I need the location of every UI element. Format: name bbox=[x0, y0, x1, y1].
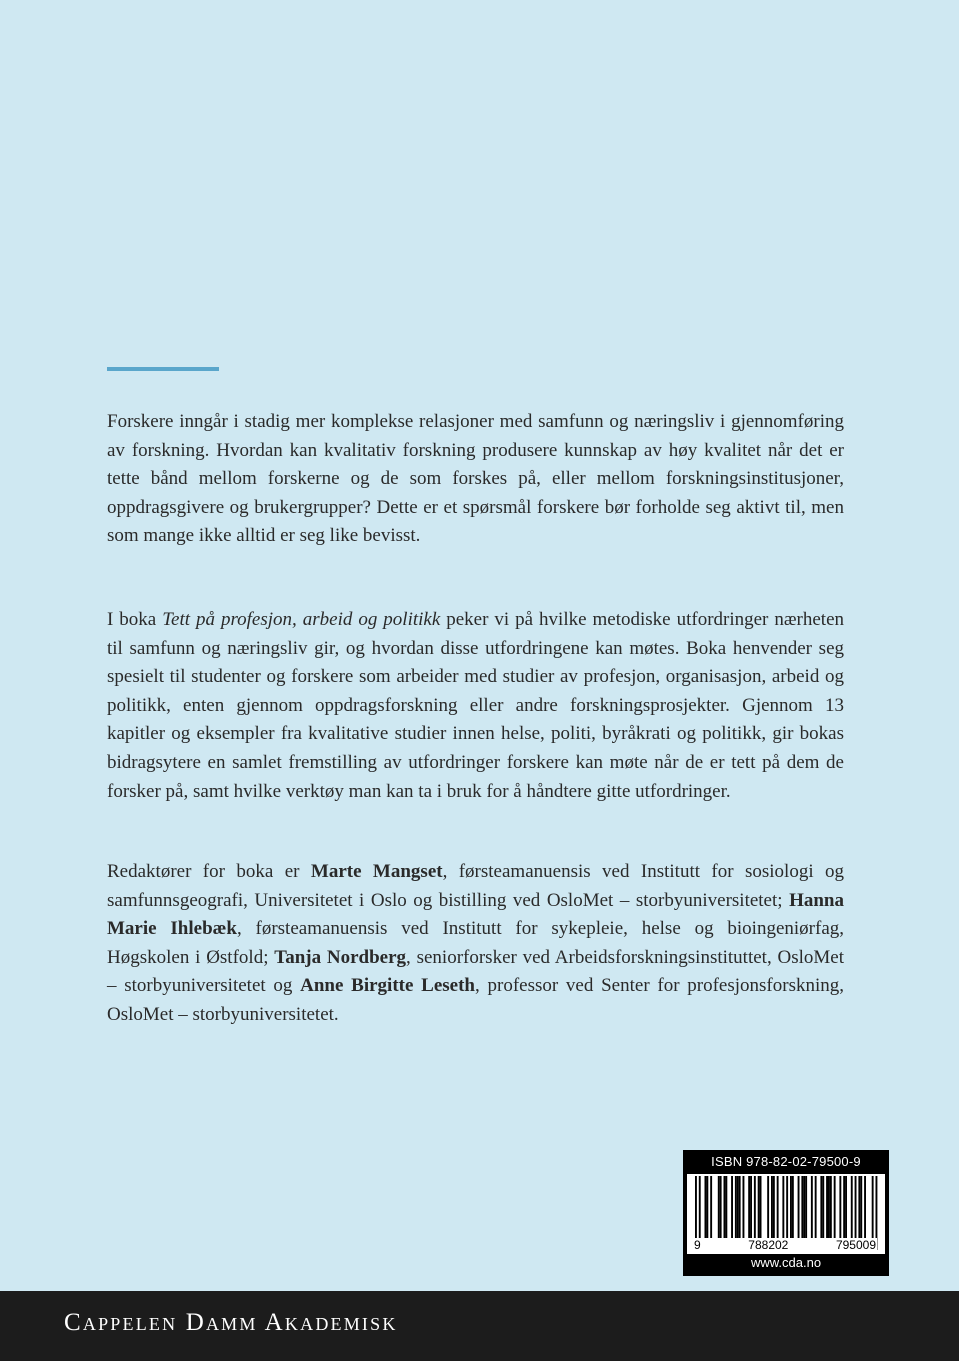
barcode-bar bbox=[828, 1176, 830, 1238]
barcode-digit-group: 795009 bbox=[835, 1238, 876, 1252]
barcode-bar bbox=[760, 1176, 762, 1238]
blurb-paragraph-2 bbox=[107, 606, 844, 806]
editors-text: , førsteamanuensis ved Institutt for sykepleie, helse og bioingeniørfag, Høgskolen i Østfold; bbox=[107, 918, 844, 968]
book-title: Tett på profesjon, arbeid og politikk bbox=[162, 609, 441, 630]
blurb-text: Forskere inngår i stadig mer komplekse relasjoner med samfunn og næringsliv i gjennomføring av forskning. Hvordan kan kvalitativ forskning produsere kunnskap av høy kvalitet når det er tette bånd mellom forskerne og de som forskes på, eller mellom forskningsinstitusjoner, oppdragsgivere og brukergrupper? Dette er et spørsmål forskere bør forholde seg aktivt til, men som mange ikke alltid er seg like bevisst. bbox=[107, 411, 844, 547]
barcode-bar bbox=[839, 1176, 841, 1238]
barcode-bar bbox=[858, 1176, 860, 1238]
barcode-bar bbox=[750, 1176, 752, 1238]
editors-text: , seniorforsker ved Arbeidsforskningsinstituttet, OsloMet – storbyuniversitetet og bbox=[107, 946, 844, 997]
barcode-bar bbox=[830, 1176, 832, 1238]
barcode-bar bbox=[834, 1176, 836, 1238]
editors-paragraph bbox=[107, 858, 844, 1030]
barcode-bar bbox=[777, 1176, 779, 1238]
barcode-bar bbox=[845, 1176, 847, 1238]
barcode-bar bbox=[815, 1176, 817, 1238]
editor-name: Marte Mangset bbox=[310, 861, 443, 882]
barcode-bar bbox=[748, 1176, 750, 1238]
barcode-bar bbox=[710, 1176, 712, 1238]
barcode-bar bbox=[826, 1176, 828, 1238]
isbn-box bbox=[683, 1150, 889, 1276]
barcode-digit-group: 788202 bbox=[748, 1238, 789, 1252]
publisher-bar bbox=[0, 1291, 959, 1361]
barcode-bar bbox=[782, 1176, 784, 1238]
accent-line bbox=[107, 367, 219, 371]
barcode-bar bbox=[803, 1176, 805, 1238]
editor-name: Anne Birgitte Leseth bbox=[300, 975, 475, 997]
barcode-bar bbox=[822, 1176, 824, 1238]
barcode-bar bbox=[792, 1176, 794, 1238]
barcode-bar bbox=[860, 1176, 862, 1238]
barcode-digit-group: 9 bbox=[694, 1238, 701, 1252]
barcode-bar bbox=[731, 1176, 733, 1238]
barcode-bar bbox=[773, 1176, 775, 1238]
blurb-paragraph-1 bbox=[107, 408, 844, 551]
barcode-bar bbox=[705, 1176, 707, 1238]
barcode-bar bbox=[706, 1176, 708, 1238]
barcode-bar bbox=[798, 1176, 800, 1238]
barcode-digits bbox=[693, 1238, 877, 1252]
barcode-bar bbox=[801, 1176, 803, 1238]
editors-text: , professor ved Senter for profesjonsforskning, OsloMet – storbyuniversitetet. bbox=[107, 975, 845, 1025]
editor-name: Tanja Nordberg bbox=[274, 946, 407, 968]
barcode-bar bbox=[864, 1176, 866, 1238]
barcode-bar bbox=[725, 1176, 727, 1238]
editors-text: , førsteamanuensis ved Institutt for sosiologi og samfunnsgeografi, Universitetet i Oslo og bistilling ved OsloMet – storbyuniversitetet; bbox=[107, 861, 844, 911]
barcode-bar bbox=[771, 1176, 773, 1238]
barcode-bar bbox=[737, 1176, 739, 1238]
publisher-name: Cappelen Damm Akademisk bbox=[64, 1309, 398, 1336]
website-link: www.cda.no bbox=[750, 1255, 822, 1270]
barcode-bar bbox=[805, 1176, 807, 1238]
isbn-label: ISBN 978-82-02-79500-9 bbox=[711, 1154, 861, 1169]
barcode-bar bbox=[811, 1176, 813, 1238]
barcode-bar bbox=[851, 1176, 853, 1238]
barcode-bar bbox=[767, 1176, 769, 1238]
editor-name: Hanna Marie Ihlebæk bbox=[107, 889, 844, 940]
barcode bbox=[687, 1174, 885, 1254]
barcode-bar bbox=[735, 1176, 737, 1238]
barcode-bar bbox=[724, 1176, 726, 1238]
barcode-bar bbox=[754, 1176, 756, 1238]
blurb-text: peker vi på hvilke metodiske utfordringer nærheten til samfunn og næringsliv gir, og hvordan disse utfordringene kan møtes. Boka henvender seg spesielt til studenter og forskere som arbeider med studier av profesjon, organisasjon, arbeid og politikk, enten gjennom oppdragsforskning eller andre forskningsprosjekter. Gjennom 13 kapitler og eksempler fra kvalitative studier innen helse, politi, byråkrati og politikk, gir bokas bidragsytere en samlet fremstilling av utfordringer forskere kan møte når de er tett på dem de forsker på, samt hvilke verktøy man kan ta i bruk for å håndtere gitte utfordringer. bbox=[107, 609, 844, 802]
barcode-bar bbox=[820, 1176, 822, 1238]
barcode-bar bbox=[739, 1176, 741, 1238]
blurb-text: I boka bbox=[107, 609, 163, 630]
barcode-bar bbox=[718, 1176, 720, 1238]
editors-text: Redaktører for boka er bbox=[107, 861, 311, 882]
barcode-bar bbox=[855, 1176, 857, 1238]
barcode-bar bbox=[720, 1176, 722, 1238]
barcode-bar bbox=[743, 1176, 745, 1238]
barcode-bar bbox=[790, 1176, 792, 1238]
barcode-bar bbox=[758, 1176, 760, 1238]
barcode-bar bbox=[843, 1176, 845, 1238]
